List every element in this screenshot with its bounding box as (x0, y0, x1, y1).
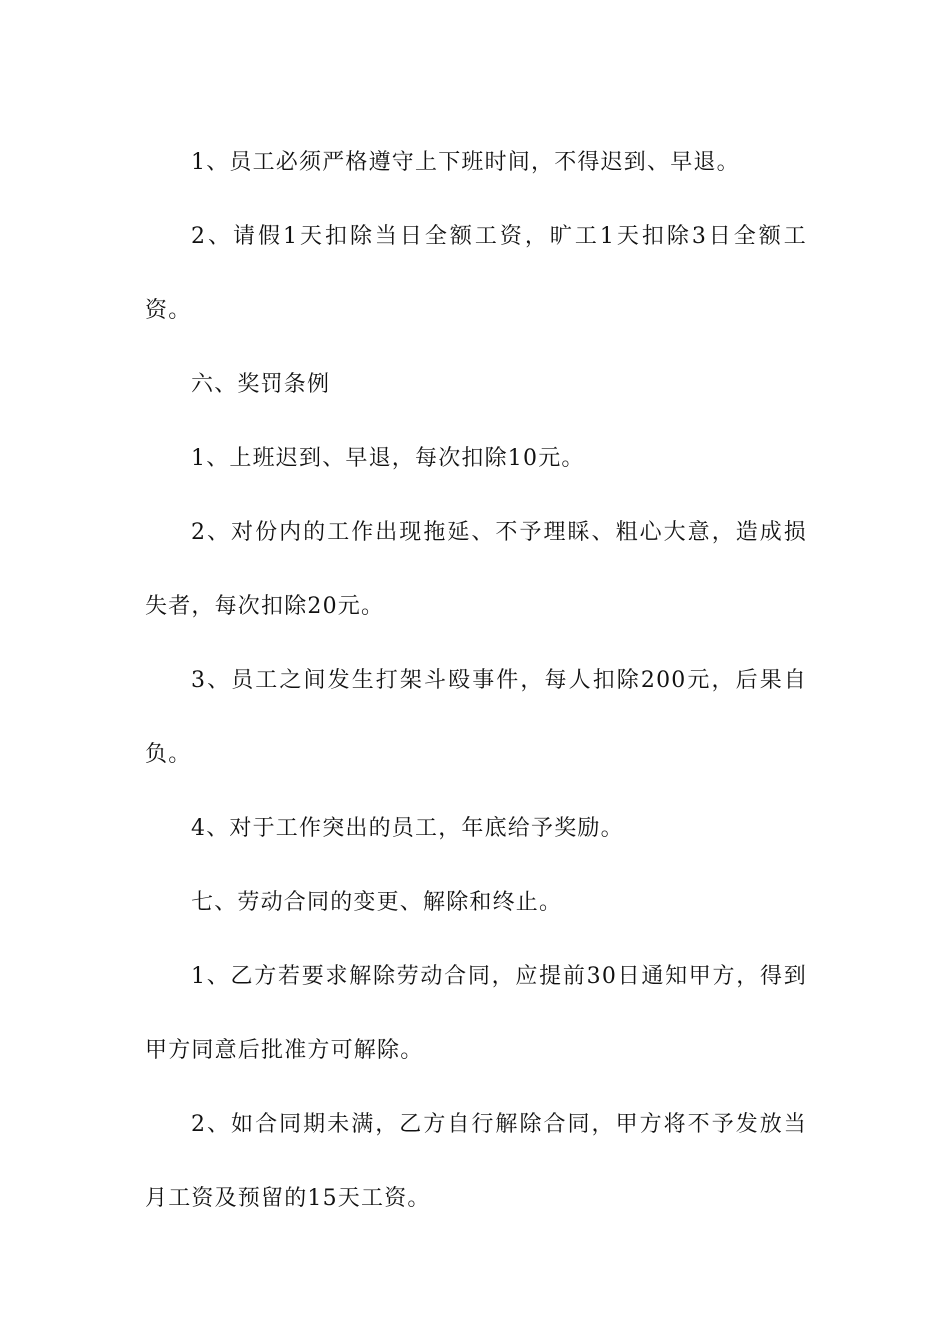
paragraph-penalty-rule-1: 1、上班迟到、早退，每次扣除10元。 (191, 446, 585, 471)
section-heading-contract-changes: 七、劳动合同的变更、解除和终止。 (191, 890, 563, 915)
document-body (145, 126, 807, 1236)
paragraph-attendance-rule-1: 1、员工必须严格遵守上下班时间，不得迟到、早退。 (191, 150, 740, 175)
paragraph-attendance-rule-2: 2、请假1天扣除当日全额工资，旷工1天扣除3日全额工资。 (145, 224, 807, 323)
paragraph-penalty-rule-3: 3、员工之间发生打架斗殴事件，每人扣除200元，后果自负。 (145, 668, 807, 767)
paragraph-contract-rule-2: 2、如合同期未满，乙方自行解除合同，甲方将不予发放当月工资及预留的15天工资。 (145, 1112, 807, 1211)
paragraph-reward-rule-4: 4、对于工作突出的员工，年底给予奖励。 (191, 816, 624, 841)
paragraph-penalty-rule-2: 2、对份内的工作出现拖延、不予理睬、粗心大意，造成损失者，每次扣除20元。 (145, 520, 807, 619)
paragraph-contract-rule-1: 1、乙方若要求解除劳动合同，应提前30日通知甲方，得到甲方同意后批准方可解除。 (145, 964, 807, 1063)
section-heading-rewards-penalties: 六、奖罚条例 (191, 372, 331, 397)
